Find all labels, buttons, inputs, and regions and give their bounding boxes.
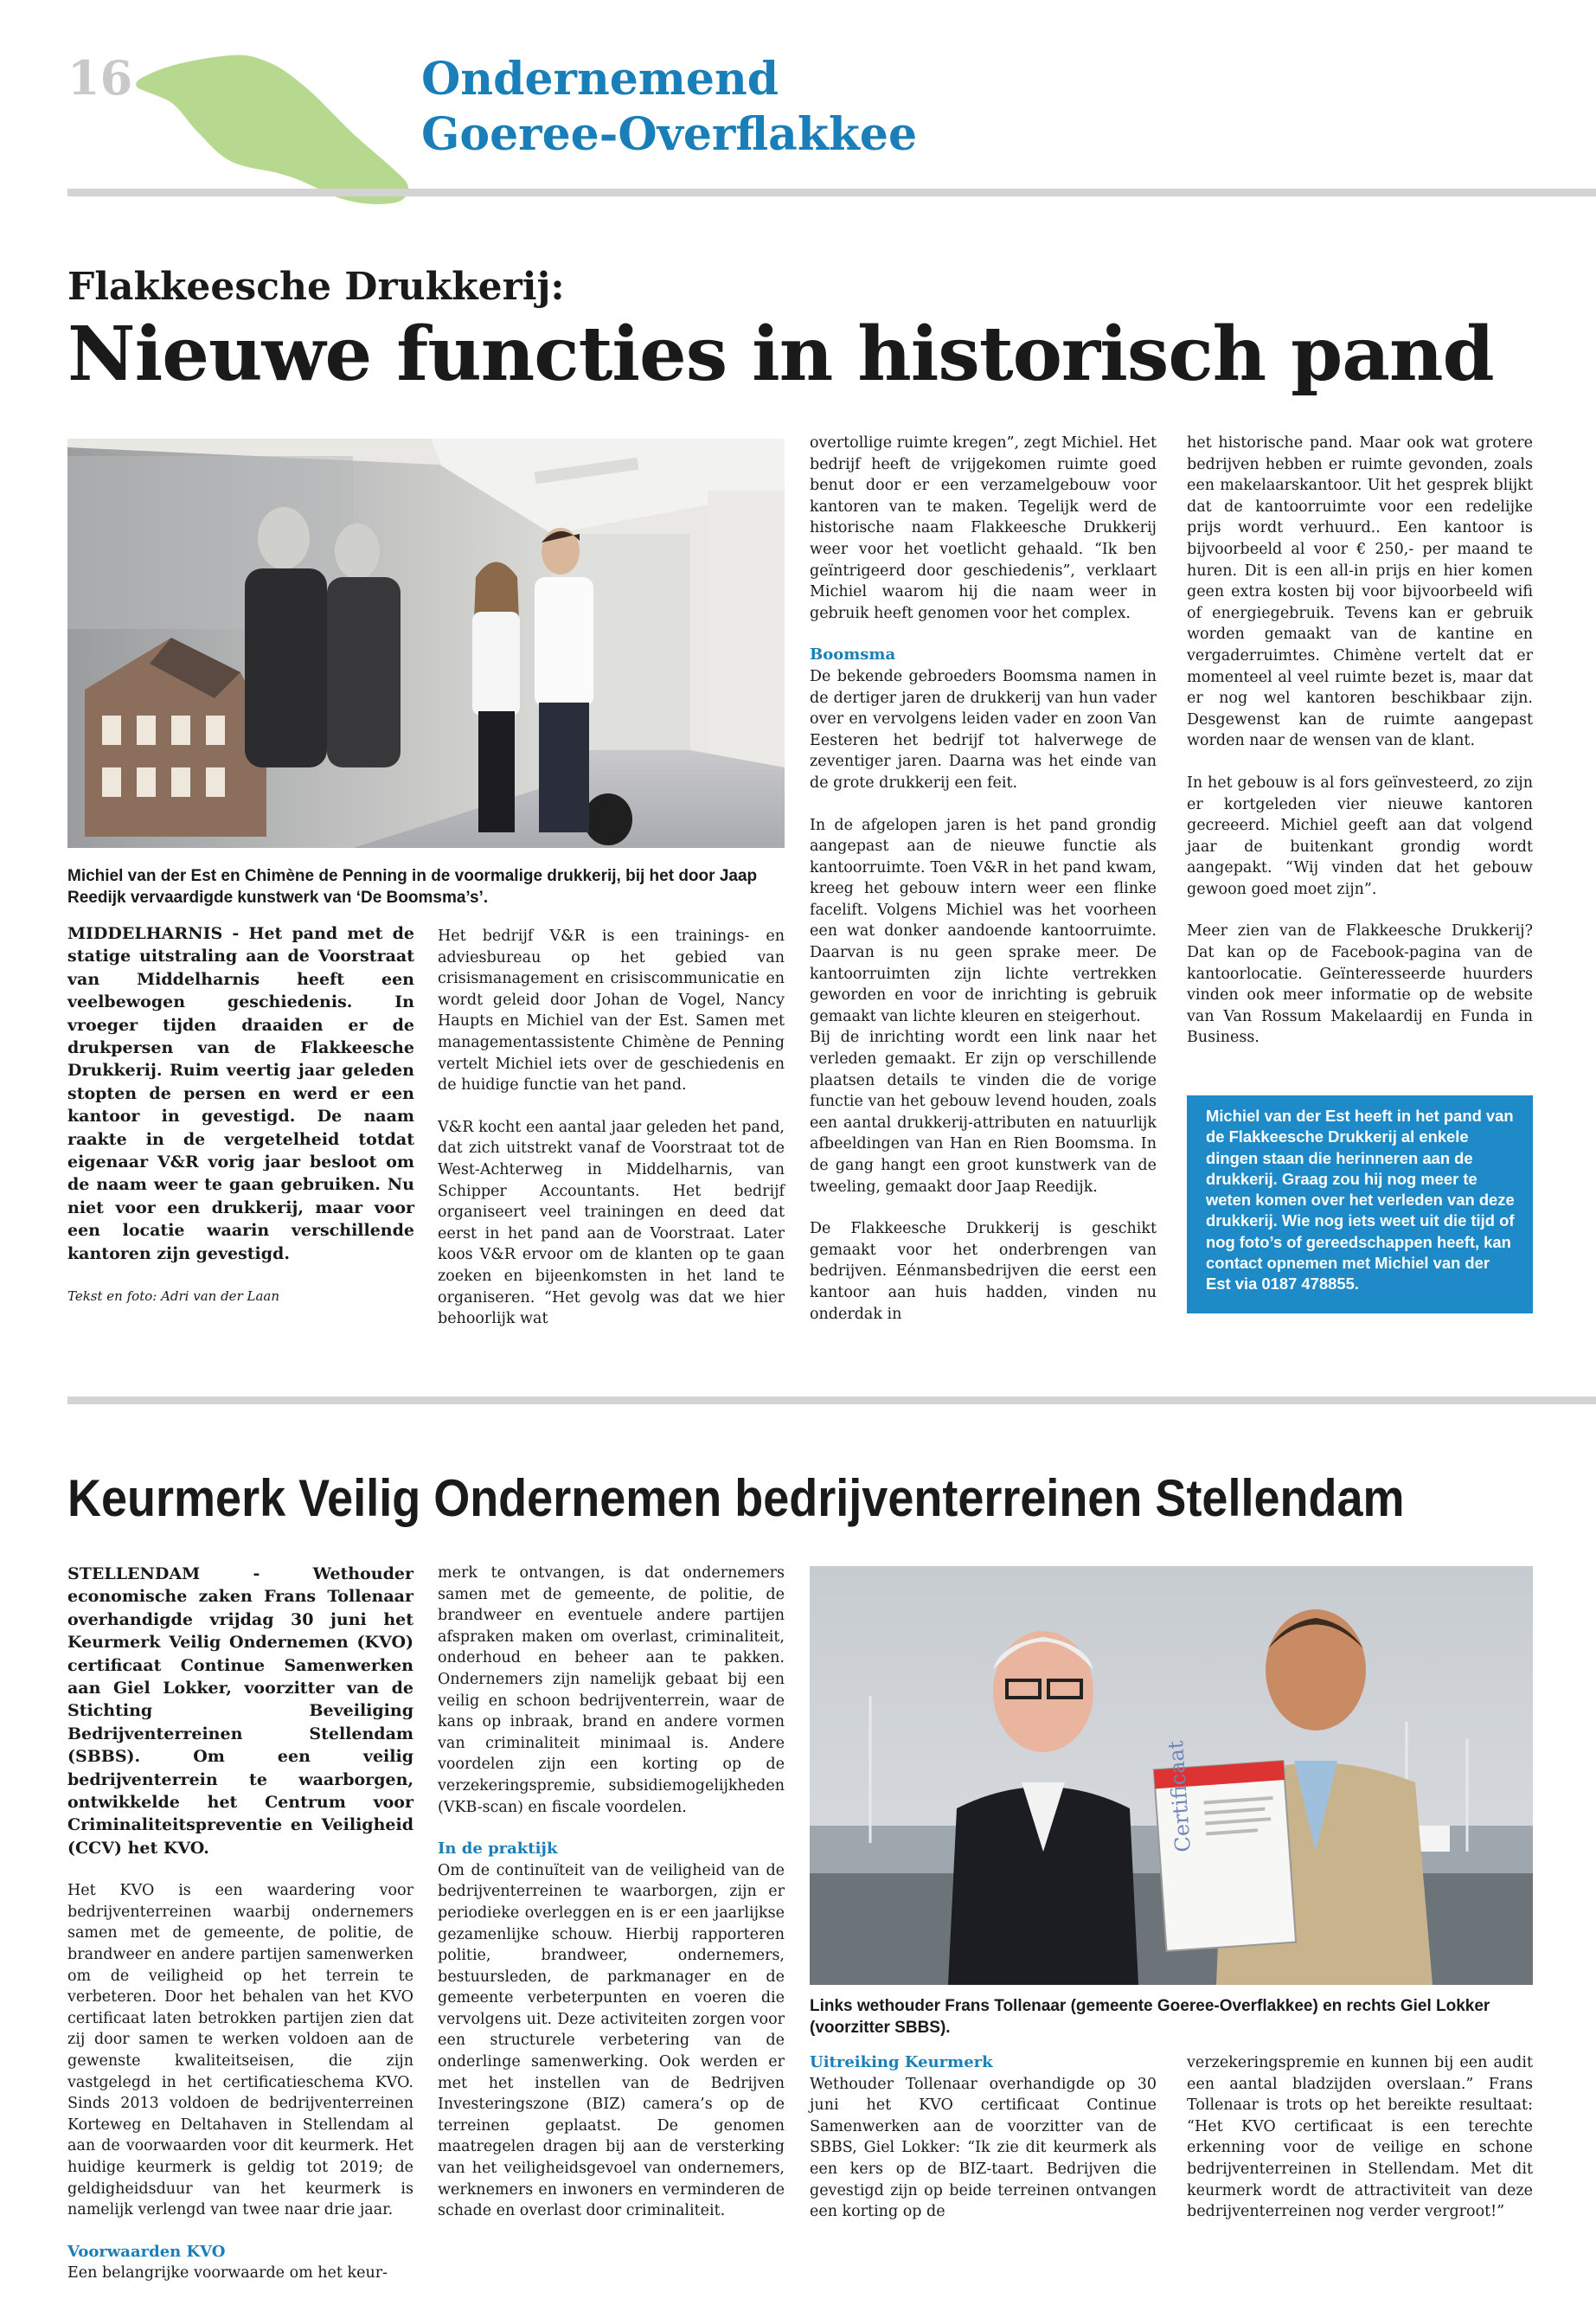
section-title-line2: Goeree-Overflakkee — [421, 108, 918, 161]
article2-headline: Keurmerk Veilig Ondernemen bedrijventerreinen Stellendam — [67, 1469, 1405, 1527]
article1-column-4 — [1187, 433, 1533, 1069]
article1-col4-paragraph-2: In het gebouw is al fors geïnvesteerd, zo zijn er kortgeleden vier nieuwe kantoren gecreeerd. Michiel geeft aan dat volgend jaar de buitenkant grondig wordt aangepakt. “Wij vinden dat het gebouw gewoon goed moet zijn”. — [1187, 774, 1533, 898]
section-title-line1: Ondernemend — [421, 53, 779, 106]
article2-col1-paragraph-2: Een belangrijke voorwaarde om het keur- — [67, 2264, 388, 2283]
certificate-photo-illustration — [810, 1566, 1533, 1985]
article2-photo — [810, 1566, 1533, 1985]
article2-subhead-uitreiking: Uitreiking Keurmerk — [810, 2053, 993, 2071]
article2-column-1 — [67, 1563, 413, 2305]
article1-lead: MIDDELHARNIS - Het pand met de statige uitstraling aan de Voorstraat van Middelharnis heeft een veelbewogen geschiedenis. In vroeger tijden draaiden er de drukpersen van de Flakkeesche Drukkerij. Ruim veertig jaar geleden stopten de persen en werd er een kantoor in gevestigd. De naam raakte in de vergetelheid totdat eigenaar V&R vorig jaar besloot om de naam weer te gaan gebruiken. Nu niet voor een drukkerij, maar voor een locatie waarin verschillende kantoren zijn gevestigd. — [67, 924, 414, 1263]
article2-lead: STELLENDAM - Wethouder economische zaken Frans Tollenaar overhandigde vrijdag 30 juni het Keurmerk Veilig Ondernemen (KVO) certificaat Continue Samenwerken aan Giel Lokker, voorzitter van de Stichting Beveiliging Bedrijventerreinen Stellendam (SBBS). Om een veilig bedrijventerrein te waarborgen, ontwikkelde het Centrum voor Criminaliteitspreventie en Veiligheid (CCV) het KVO. — [67, 1564, 413, 1858]
article1-col4-paragraph-1: het historische pand. Maar ook wat grotere bedrijven hebben er ruimte gevonden, zoals een makelaarskantoor. Uit het gesprek blijkt dat de kantoorruimte voor een redelijke prijs wordt verhuurd.. Een kantoor is bijvoorbeeld al voor € 250,- per maand te huren. Dit is een all-in prijs en hier komen geen extra kosten bij voor bijvoorbeeld wifi of energiegebruik. Tevens kan er gebruik worden gemaakt van de kantine en vergaderruimtes. Chimène vertelt dat er momenteel al veel ruimte bezet is, maar dat er nog wel kantoren beschikbaar zijn. Desgewenst kan de ruimte aangepast worden naar de wensen van de klant. — [1187, 434, 1533, 750]
office-photo-illustration — [67, 439, 785, 848]
article2-col1-paragraph-1: Het KVO is een waardering voor bedrijventerreinen waarbij ondernemers samen met de gemeente, de politie, de brandweer en andere partijen samenwerken om de veiligheid op het terrein te verbeteren. Door het behalen van het KVO certificaat laten betrokken partijen zien dat zij door samen te werken voldoen aan de gewenste kwaliteitseisen, die zijn vastgelegd in het certificatieschema KVO. Sinds 2013 voldoen de bedrijventerreinen Korteweg en Deltahaven in Stellendam al aan de voorwaarden voor dit keurmerk. Het huidige keurmerk is geldig tot 2019; de geldigheidsduur van het keurmerk is namelijk verlengd van twee naar drie jaar. — [67, 1882, 413, 2219]
article1-col3-paragraph-4: Bij de inrichting wordt een link naar het verleden gemaakt. Er zijn op verschillende plaatsen details te vinden die de vorige functie van het gebouw levend houden, zoals een aantal drukkerij-attributen en natuurlijk afbeeldingen van Han en Rien Boomsma. In de gang hangt een groot kunstwerk van de tweeling, gemaakt door Jaap Reedijk. — [810, 1029, 1157, 1196]
article2-col2-paragraph-2: Om de continuïteit van de veiligheid van de bedrijventerreinen te waarborgen, zijn er periodieke overleggen en is er een jaarlijkse gezamenlijke schouw. Hierbij rapporteren politie, brandweer, ondernemers, bestuursleden, de parkmanager en de gemeente verbeterpunten en voeren die vervolgens uit. Deze activiteiten zorgen voor een structurele verbetering van de onderlinge samenwerking. Ook werden er met het instellen van de Bedrijven Investeringszone (BIZ) camera’s op de terreinen geplaatst. De genomen maatregelen dragen bij aan de versterking van het veiligheidsgevoel van ondernemers, werknemers en inwoners en verminderen de schade en overlast door criminaliteit. — [438, 1861, 785, 2220]
header-divider — [67, 189, 1596, 196]
article1-column-1 — [67, 922, 414, 1328]
info-box-text: Michiel van der Est heeft in het pand van de Flakkeesche Drukkerij al enkele dingen staan die herinneren aan de drukkerij. Graag zou hij nog meer te weten komen over het verleden van deze drukkerij. Wie nog iets weet uit die tijd of nog foto’s of gereedschappen heeft, kan contact opnemen met Michiel van der Est via 0187 478855. — [1206, 1107, 1515, 1294]
section-title — [421, 52, 917, 163]
article-divider — [67, 1396, 1596, 1404]
article1-subhead-boomsma: Boomsma — [810, 645, 896, 665]
article2-col3-paragraph: Wethouder Tollenaar overhandigde op 30 juni het KVO certificaat Continue Samenwerken aan de voorzitter van de SBBS, Giel Lokker: “Ik zie dit keurmerk als een kers op de BIZ-taart. Bedrijven die gevestigd zijn op beide terreinen ontvangen een korting op de — [810, 2075, 1157, 2221]
article1-col3-paragraph-5: De Flakkeesche Drukkerij is geschikt gemaakt voor het onderbrengen van bedrijven. Eénmansbedrijven die eerst een kantoor aan huis hadden, vinden nu onderdak in — [810, 1220, 1157, 1323]
article1-photo-caption: Michiel van der Est en Chimène de Penning in de voormalige drukkerij, bij het door Jaap Reedijk vervaardigde kunstwerk van ‘De Boomsma’s’. — [67, 867, 758, 907]
article1-col2-paragraph-1: Het bedrijf V&R is een trainings- en adviesbureau op het gebied van crisismanagement en crisiscommunicatie en wordt geleid door Johan de Vogel, Nancy Haupts en Michiel van der Est. Samen met managementassistente Chimène de Penning vertelt Michiel iets over de geschiedenis en de huidige functie van het pand. — [438, 928, 785, 1095]
article2-column-3 — [810, 2052, 1157, 2244]
article2-subhead-voorwaarden: Voorwaarden KVO — [67, 2242, 226, 2261]
page-number: 16 — [67, 50, 133, 106]
article1-col4-paragraph-3: Meer zien van de Flakkeesche Drukkerij? Dat kan op de Facebook-pagina van de kantoorlocatie. Geïnteresseerde huurders vinden ook meer informatie op de website van Van Rossum Makelaardij en Funda in Business. — [1187, 922, 1533, 1047]
article2-column-4 — [1187, 2052, 1533, 2244]
article1-column-3 — [810, 433, 1157, 1345]
article1-column-2 — [438, 926, 785, 1351]
article1-photo — [67, 439, 785, 848]
article1-col3-paragraph-2: De bekende gebroeders Boomsma namen in de dertiger jaren de drukkerij van hun vader over en vervolgens leiden vader en zoon Van Eesteren het bedrijf tot halverwege de zeventiger jaren. Daarna was het einde van de grote drukkerij een feit. — [810, 667, 1157, 792]
article1-headline: Nieuwe functies in historisch pand — [67, 311, 1494, 398]
article1-col2-paragraph-2: V&R kocht een aantal jaar geleden het pand, dat zich uitstrekt vanaf de Voorstraat tot de West-Achterweg in Middelharnis, van Schipper Accountants. Het bedrijf organiseert veel trainingen en deed dat eerst in het pand aan de Voorstraat. Later koos V&R ervoor om de klanten op te gaan zoeken en bijeenkomsten in het land te organiseren. “Het gevolg was dat we hier behoorlijk wat — [438, 1118, 785, 1328]
article2-column-2 — [438, 1563, 785, 2243]
article1-credit: Tekst en foto: Adri van der Laan — [67, 1288, 280, 1305]
article1-kicker: Flakkeesche Drukkerij: — [67, 265, 565, 309]
article2-col4-paragraph: verzekeringspremie en kunnen bij een audit een aantal bladzijden overslaan.” Frans Tollenaar is trots op het bereikte resultaat: “Het KVO certificaat is een terechte erkenning voor de veilige en schone bedrijventerreinen in Stellendam. Met dit keurmerk wordt de attractiviteit van deze bedrijventerreinen nog verder vergroot!” — [1187, 2054, 1533, 2221]
article2-subhead-praktijk: In de praktijk — [438, 1840, 558, 1859]
article2-photo-caption: Links wethouder Frans Tollenaar (gemeente Goeree-Overflakkee) en rechts Giel Lokker (voorzitter SBBS). — [810, 1997, 1490, 2037]
article1-col3-paragraph-1: overtollige ruimte kregen”, zegt Michiel. Het bedrijf heeft de vrijgekomen ruimte goed benut door er een verzamelgebouw voor kantoren van te maken. Tegelijk werd de historische naam Flakkeesche Drukkerij weer voor het voetlicht gehaald. “Ik ben geïntrigeerd door geschiedenis”, verklaart Michiel waarom hij die naam weer in gebruik heeft genomen voor het complex. — [810, 434, 1157, 622]
article1-col3-paragraph-3: In de afgelopen jaren is het pand grondig aangepast aan de nieuwe functie als kantoorruimte. Toen V&R in het pand kwam, kreeg het gebouw intern weer een flinke facelift. Volgens Michiel was het voorheen een wat donker aandoende kantoorruimte. Daarvan is nu geen sprake meer. De kantoorruimten zijn lichte vertrekken geworden en voor de inrichting is gebruik gemaakt van lichte kleuren en steigerhout. — [810, 816, 1157, 1025]
article2-col2-paragraph-1: merk te ontvangen, is dat ondernemers samen met de gemeente, de politie, de brandweer en eventuele andere partijen afspraken maken om overlast, criminaliteit, onderhoud en beheer aan te pakken. Ondernemers zijn namelijk gebaat bij een veilig en schoon bedrijventerrein, waar de kans op inbraak, brand en andere vormen van criminaliteit minimaal is. Andere voordelen zijn een korting op de verzekeringspremie, subsidiemogelijkheden (VKB-scan) en fiscale voordelen. — [438, 1564, 785, 1816]
certificate-label: Certificaat — [1163, 1739, 1195, 1853]
